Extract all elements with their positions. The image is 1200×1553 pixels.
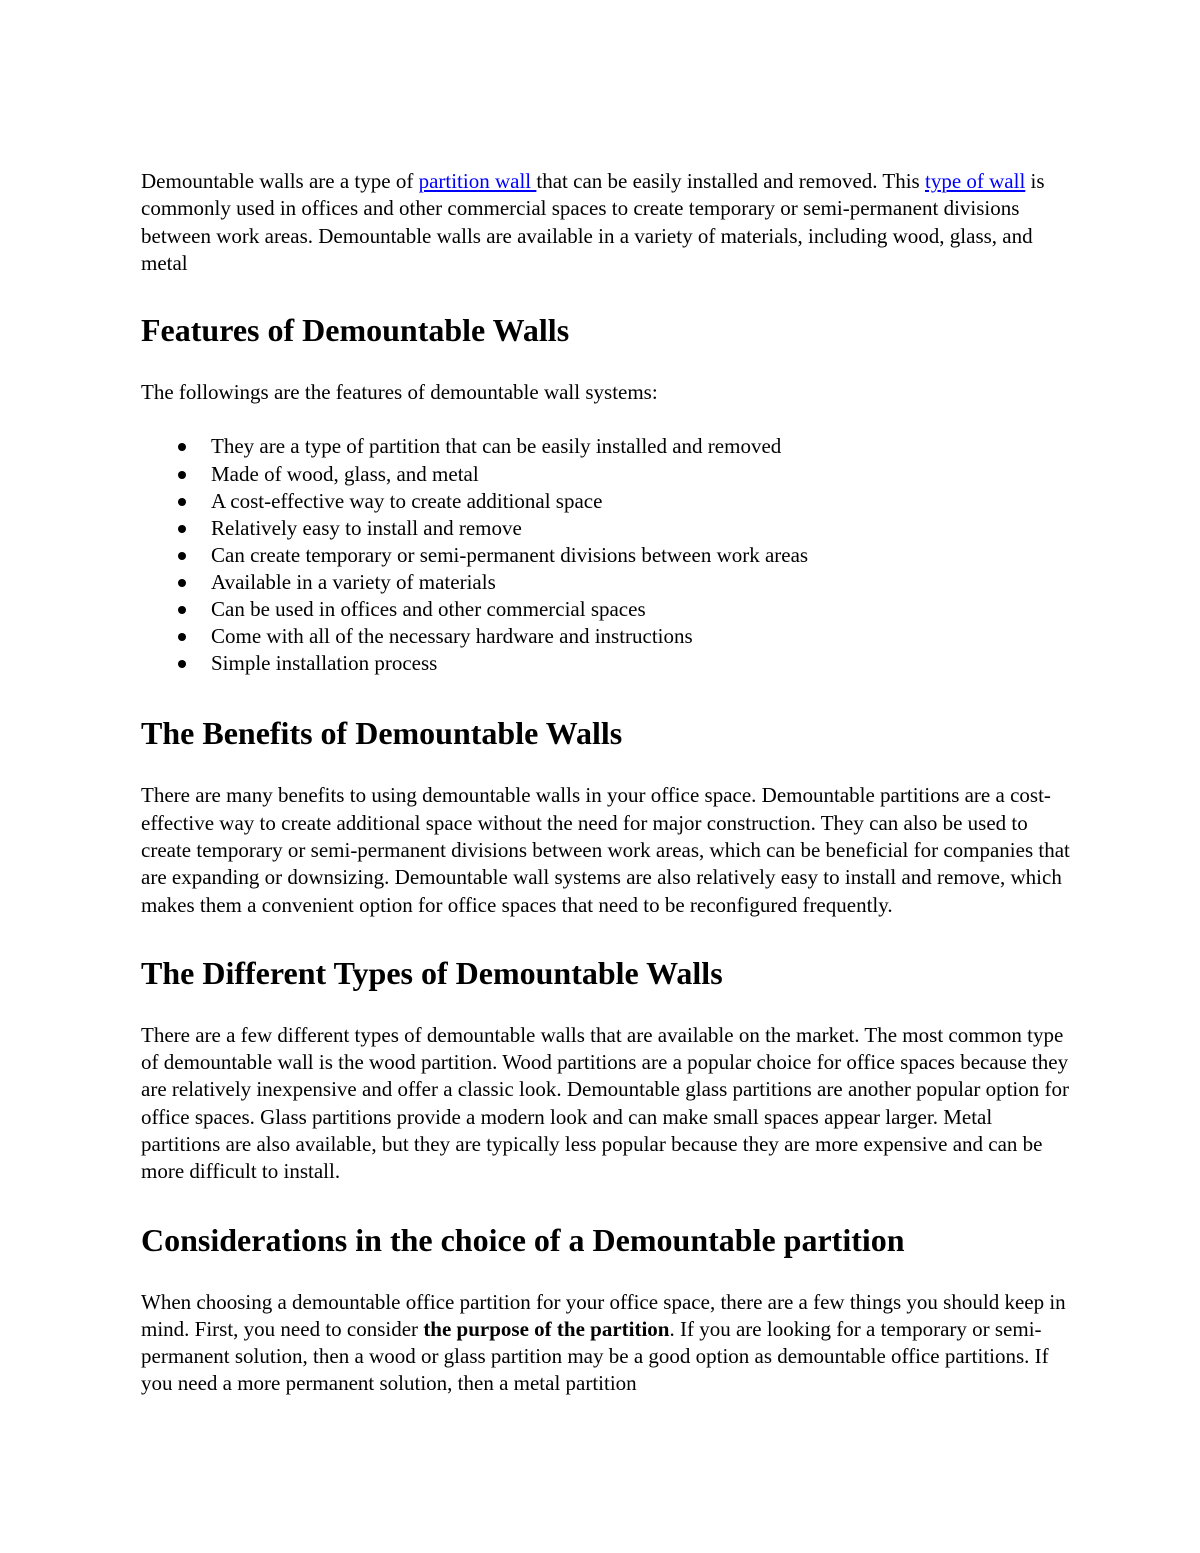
bullet-icon — [178, 443, 186, 451]
intro-paragraph — [141, 168, 1071, 277]
list-item — [141, 461, 1071, 488]
partition-wall-link[interactable]: partition wall — [418, 169, 537, 193]
list-item — [141, 569, 1071, 596]
benefits-paragraph: There are many benefits to using demountable walls in your office space. Demountable partitions are a cost-effective way to create additional space without the need for major construction. They can also be used to create temporary or semi-permanent divisions between work areas, which can be beneficial for companies that are expanding or downsizing. Demountable wall systems are also relatively easy to install and remove, which makes them a convenient option for office spaces that need to be reconfigured frequently. — [141, 783, 1070, 917]
types-paragraph: There are a few different types of demountable walls that are available on the market. The most common type of demountable wall is the wood partition. Wood partitions are a popular choice for office spaces because they are relatively inexpensive and offer a classic look. Demountable glass partitions are another popular option for office spaces. Glass partitions provide a modern look and can make small spaces appear larger. Metal partitions are also available, but they are typically less popular because they are more expensive and can be more difficult to install. — [141, 1022, 1069, 1184]
list-item — [141, 515, 1071, 542]
bullet-icon — [178, 633, 186, 641]
bullet-icon — [178, 660, 186, 668]
list-item — [141, 488, 1071, 515]
list-item-text: Come with all of the necessary hardware and instructions — [211, 624, 693, 649]
list-item — [141, 623, 1071, 650]
benefits-heading: The Benefits of Demountable Walls — [141, 715, 623, 752]
list-item — [141, 596, 1071, 623]
bullet-icon — [178, 579, 186, 587]
considerations-bold-text: the purpose of the partition — [423, 1316, 670, 1341]
intro-text-1: Demountable walls are a type of — [141, 169, 419, 193]
considerations-heading: Considerations in the choice of a Demountable partition — [141, 1221, 905, 1258]
list-item-text: Simple installation process — [211, 651, 438, 676]
considerations-text-2: . If you are looking for a temporary or semi-permanent solution, then a wood or glass partition may be a good option as demountable office partitions. If you need a more permanent solution, then a metal partition — [141, 1316, 1049, 1396]
intro-text-3: is commonly used in offices and other commercial spaces to create temporary or semi-permanent divisions between work areas. Demountable walls are available in a variety of materials, including wood, glass, and metal — [141, 169, 1045, 275]
bullet-icon — [178, 498, 186, 506]
bullet-icon — [178, 525, 186, 533]
bullet-icon — [178, 552, 186, 560]
list-item-text: Relatively easy to install and remove — [211, 515, 522, 540]
features-intro: The followings are the features of demountable wall systems: — [141, 380, 658, 405]
list-item-text: Can create temporary or semi-permanent divisions between work areas — [211, 542, 809, 567]
bullet-icon — [178, 471, 186, 479]
list-item — [141, 542, 1071, 569]
bullet-icon — [178, 606, 186, 614]
considerations-paragraph — [141, 1289, 1071, 1398]
list-item — [141, 650, 1071, 677]
considerations-text-1: When choosing a demountable office partition for your office space, there are a few things you should keep in mind. First, you need to consider — [141, 1289, 1066, 1341]
list-item-text: They are a type of partition that can be easily installed and removed — [211, 434, 782, 459]
list-item — [141, 433, 1071, 460]
list-item-text: Available in a variety of materials — [211, 569, 496, 594]
list-item-text: Can be used in offices and other commercial spaces — [211, 597, 646, 622]
features-heading: Features of Demountable Walls — [141, 312, 570, 349]
intro-text-2: that can be easily installed and removed. This — [536, 169, 925, 193]
list-item-text: A cost-effective way to create additional space — [211, 488, 603, 513]
list-item-text: Made of wood, glass, and metal — [211, 461, 479, 486]
document-page — [141, 168, 1071, 1398]
types-heading: The Different Types of Demountable Walls — [141, 954, 723, 991]
features-list — [141, 433, 1071, 677]
type-of-wall-link[interactable]: type of wall — [924, 169, 1026, 193]
